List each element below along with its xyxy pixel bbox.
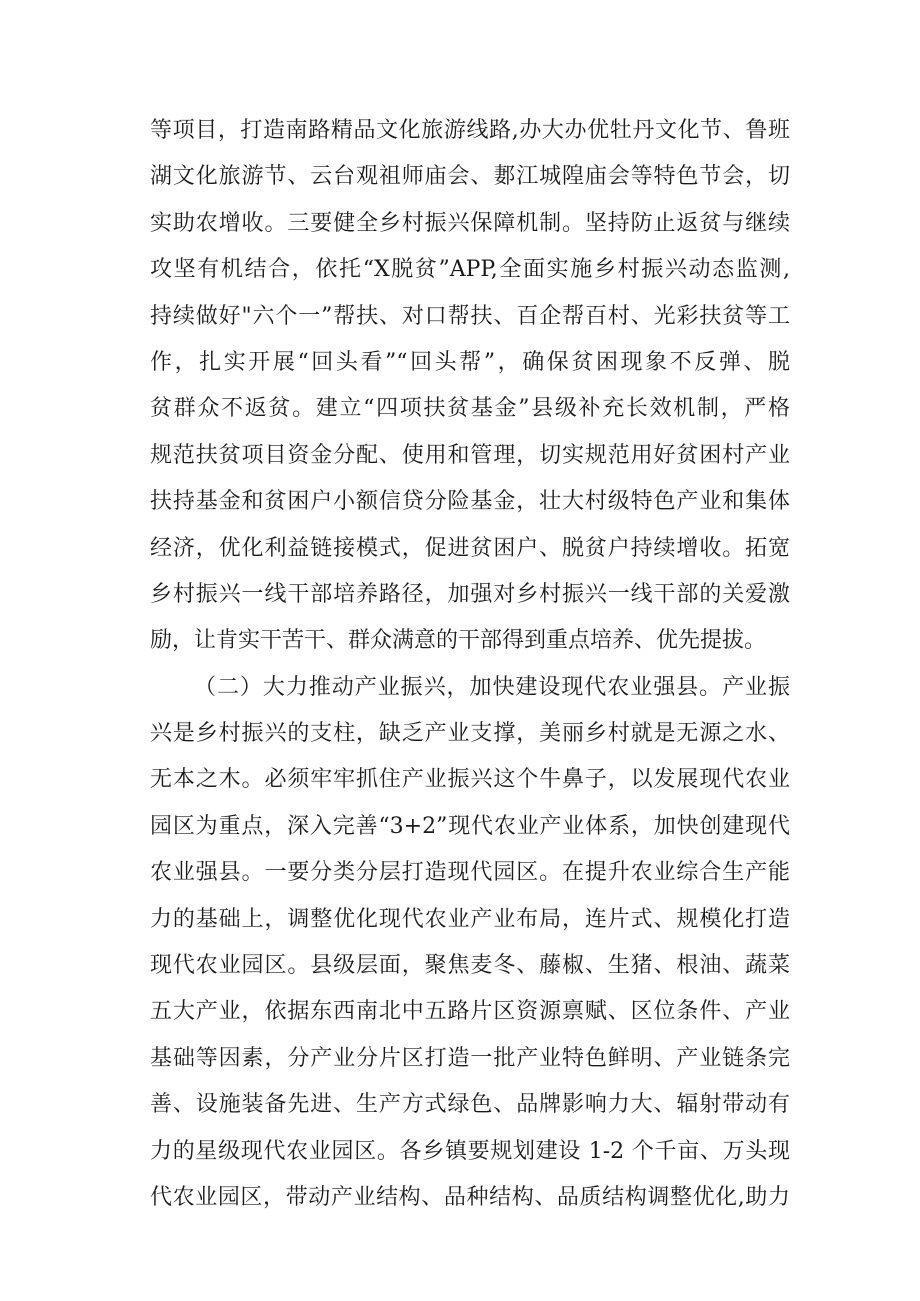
text-line: 兴是乡村振兴的支柱，缺乏产业支撑，美丽乡村就是无源之水、 (150, 721, 790, 747)
text-line: 善、设施装备先进、生产方式绿色、品牌影响力大、辐射带动有 (150, 1092, 790, 1118)
text-line: 现代农业园区。县级层面，聚焦麦冬、藤椒、生猪、根油、蔬菜 (150, 953, 790, 979)
text-line: （二）大力推动产业振兴，加快建设现代农业强县。产业振 (194, 674, 790, 700)
text-line: 作，扎实开展“回头看”“回头帮”，确保贫困现象不反弹、脱 (150, 349, 790, 375)
text-line: 湖文化旅游节、云台观祖师庙会、郪江城隍庙会等特色节会，切 (150, 164, 790, 190)
text-line: 等项目，打造南路精品文化旅游线路,办大办优牡丹文化节、鲁班 (150, 118, 790, 143)
text-line: 经济，优化利益链接模式，促进贫困户、脱贫户持续增收。拓宽 (150, 535, 790, 561)
text-line: 持续做好"六个一”帮扶、对口帮扶、百企帮百村、光彩扶贫等工 (150, 303, 790, 329)
text-line: 五大产业，依据东西南北中五路片区资源禀赋、区位条件、产业 (150, 999, 790, 1025)
text-line: 力的基础上，调整优化现代农业产业布局，连片式、规模化打造 (150, 906, 790, 932)
text-line: 规范扶贫项目资金分配、使用和管理，切实规范用好贫困村产业 (150, 442, 790, 468)
text-line: 园区为重点，深入完善“3+2”现代农业产业体系，加快创建现代 (150, 813, 790, 839)
text-line: 农业强县。一要分类分层打造现代园区。在提升农业综合生产能 (150, 860, 790, 886)
text-line: 实助农增收。三要健全乡村振兴保障机制。坚持防止返贫与继续 (150, 210, 790, 236)
text-line: 乡村振兴一线干部培养路径，加强对乡村振兴一线干部的关爱激 (150, 581, 790, 607)
text-line: 无本之木。必须牢牢抓住产业振兴这个牛鼻子，以发展现代农业 (150, 767, 790, 793)
text-line: 力的星级现代农业园区。各乡镇要规划建设 1-2 个千亩、万头现 (150, 1138, 790, 1164)
text-line: 代农业园区，带动产业结构、品种结构、品质结构调整优化,助力 (150, 1184, 790, 1210)
text-line: 贫群众不返贫。建立“四项扶贫基金”县级补充长效机制，严格 (150, 396, 790, 422)
text-line: 扶持基金和贫困户小额信贷分险基金，壮大村级特色产业和集体 (150, 489, 790, 515)
text-line: 励，让肯实干苦干、群众满意的干部得到重点培养、优先提拔。 (150, 628, 767, 654)
text-line: 攻坚有机结合，依托“X脱贫”APP,全面实施乡村振兴动态监测, (150, 257, 790, 283)
text-line: 基础等因素，分产业分片区打造一批产业特色鲜明、产业链条完 (150, 1045, 790, 1071)
document-body (150, 108, 790, 1221)
